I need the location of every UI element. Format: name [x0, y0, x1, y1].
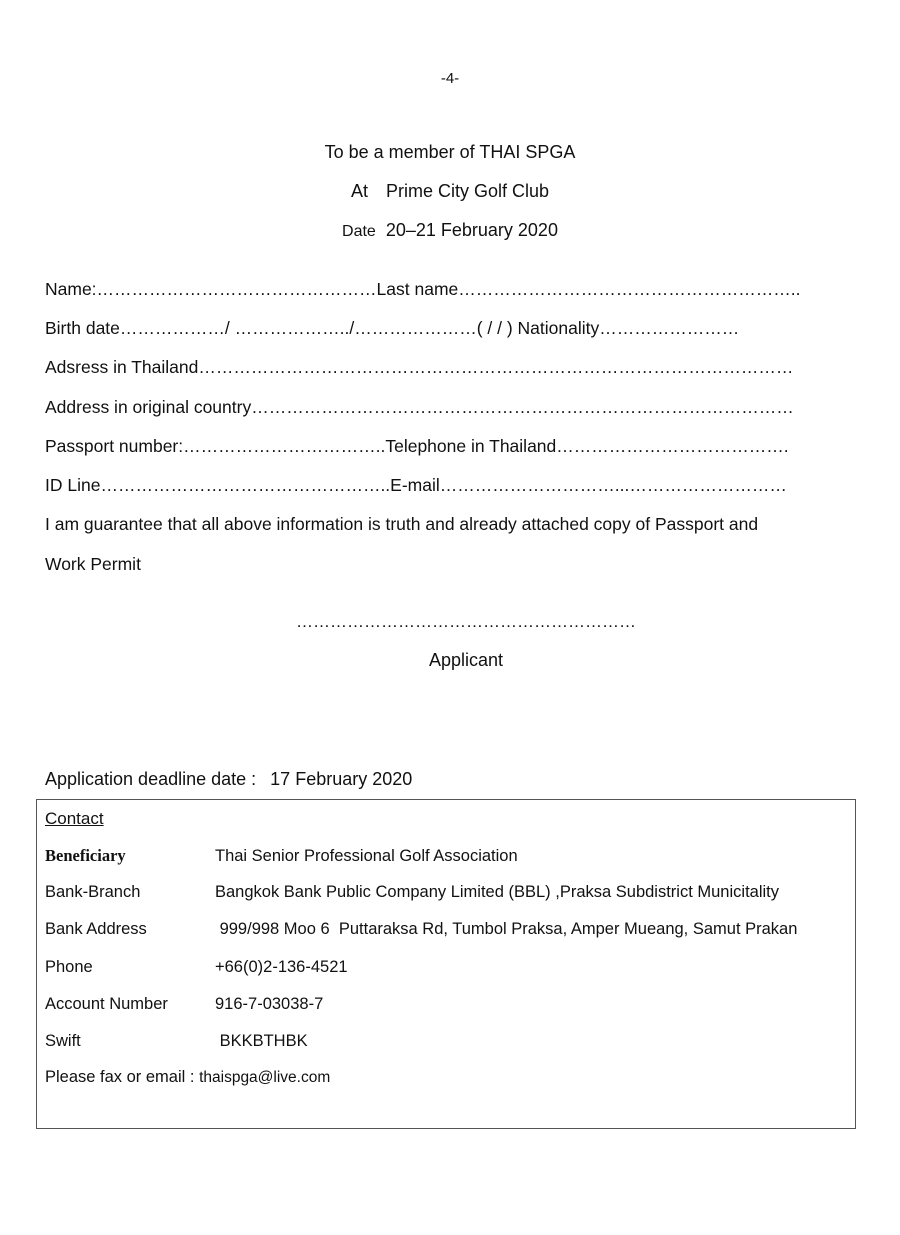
contact-key: Swift [45, 1032, 81, 1050]
contact-key: Bank-Branch [45, 883, 141, 901]
form-title: To be a member of THAI SPGA [324, 142, 576, 162]
contact-row-beneficiary [45, 846, 518, 866]
deadline-line [45, 769, 412, 790]
venue-name: Prime City Golf Club [385, 181, 550, 201]
contact-row-phone [45, 958, 348, 977]
contact-key: Beneficiary [45, 846, 126, 865]
venue-prefix: At [350, 181, 368, 201]
contact-key: Bank Address [45, 920, 147, 938]
contact-value: Thai Senior Professional Golf Association [215, 847, 518, 865]
contact-title: Contact [45, 809, 104, 828]
name-field-line[interactable]: Name:…………………………………………Last name………………………………………………….. [45, 279, 801, 299]
contact-row-bank-address [45, 920, 797, 939]
birth-date-field-line[interactable]: Birth date………………/ ………………../…………………( / / ) Nationality…………………… [45, 318, 740, 338]
contact-key: Account Number [45, 995, 168, 1013]
fax-label: Please fax or email : [45, 1068, 195, 1086]
date-line [0, 220, 900, 241]
address-original-field-line[interactable]: Address in original country………………………………………………………………………………… [45, 397, 794, 417]
contact-row-account-number [45, 995, 323, 1014]
date-label: Date [342, 223, 376, 240]
signature-line[interactable]: …………………………………………………… [296, 612, 636, 631]
deadline-label: Application deadline date : [45, 769, 257, 789]
venue-line [0, 181, 900, 202]
passport-field-line[interactable]: Passport number:……………………………..Telephone in Thailand…………………………………. [45, 436, 789, 456]
contact-row-fax-email [45, 1068, 330, 1087]
contact-row-swift [45, 1032, 308, 1051]
contact-box [36, 799, 856, 1129]
email-link[interactable]: thaispga@live.com [199, 1069, 331, 1086]
contact-key: Phone [45, 958, 93, 976]
contact-value: +66(0)2-136-4521 [215, 958, 348, 976]
contact-row-bank-branch [45, 883, 779, 902]
contact-value: 999/998 Moo 6 Puttaraksa Rd, Tumbol Praksa, Amper Mueang, Samut Prakan [215, 920, 798, 938]
contact-value: BKKBTHBK [215, 1032, 308, 1050]
contact-value: 916-7-03038-7 [215, 995, 324, 1013]
address-thailand-field-line[interactable]: Adsress in Thailand………………………………………………………………………………………… [45, 357, 794, 377]
id-line-field-line[interactable]: ID Line…………………………………………..E-mail…………………………...……………………… [45, 475, 787, 495]
guarantee-statement: I am guarantee that all above information is truth and already attached copy of Passport and [45, 514, 759, 534]
page-number: -4- [440, 70, 460, 87]
signature-label: Applicant [428, 650, 504, 670]
date-value: 20–21 February 2020 [385, 220, 558, 240]
deadline-value: 17 February 2020 [270, 769, 413, 789]
guarantee-statement-cont: Work Permit [45, 554, 141, 574]
contact-value: Bangkok Bank Public Company Limited (BBL) ,Praksa Subdistrict Municitality [215, 883, 779, 901]
